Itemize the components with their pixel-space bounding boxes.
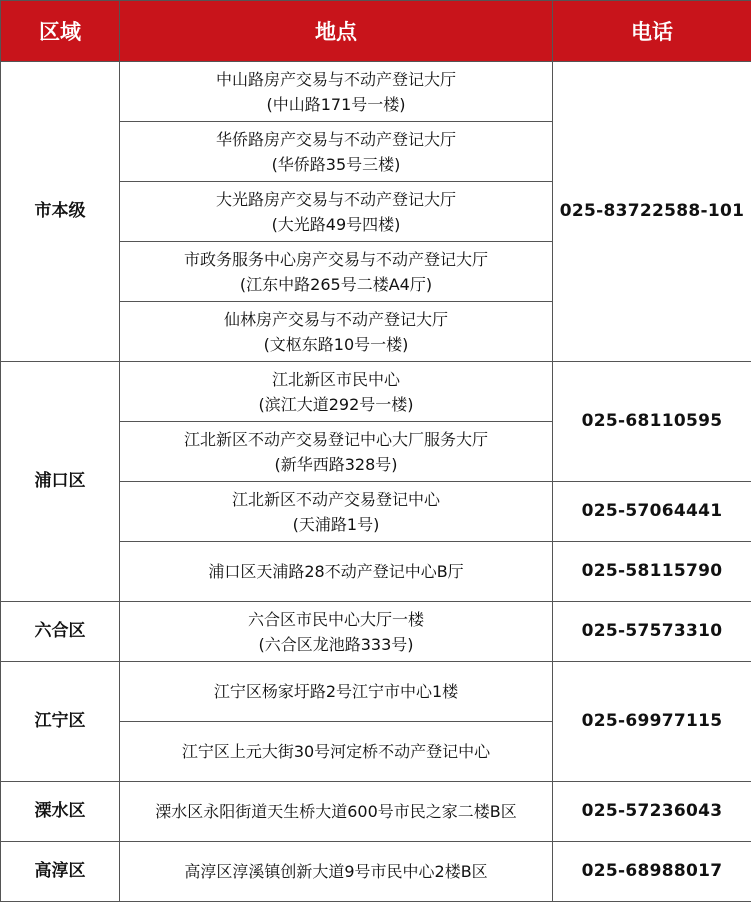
location-cell — [120, 782, 553, 842]
location-cell — [120, 62, 553, 122]
location-cell — [120, 542, 553, 602]
location-cell — [120, 122, 553, 182]
location-name: 江宁区上元大街30号河定桥不动产登记中心 — [120, 739, 552, 764]
phone-cell: 025-68110595 — [553, 362, 751, 482]
table-row — [1, 602, 751, 662]
location-name: 大光路房产交易与不动产登记大厅 — [120, 187, 552, 212]
location-name: 中山路房产交易与不动产登记大厅 — [120, 67, 552, 92]
phone-cell: 025-57573310 — [553, 602, 751, 662]
location-cell — [120, 662, 553, 722]
phone-cell: 025-68988017 — [553, 842, 751, 902]
location-name: 六合区市民中心大厅一楼 — [120, 607, 552, 632]
area-cell: 江宁区 — [1, 662, 120, 782]
phone-cell: 025-58115790 — [553, 542, 751, 602]
phone-cell: 025-83722588-101 — [553, 62, 751, 362]
table-header-row — [1, 1, 751, 62]
location-name: 江北新区不动产交易登记中心 — [120, 487, 552, 512]
table-row — [1, 362, 751, 422]
location-name: 市政务服务中心房产交易与不动产登记大厅 — [120, 247, 552, 272]
header-area: 区域 — [1, 1, 120, 62]
location-address: (文枢东路10号一楼) — [120, 332, 552, 357]
location-name: 浦口区天浦路28不动产登记中心B厅 — [120, 559, 552, 584]
location-cell — [120, 182, 553, 242]
area-cell: 市本级 — [1, 62, 120, 362]
location-cell — [120, 722, 553, 782]
location-address: (江东中路265号二楼A4厅) — [120, 272, 552, 297]
table-row — [1, 62, 751, 122]
location-cell — [120, 422, 553, 482]
location-cell — [120, 842, 553, 902]
location-cell — [120, 362, 553, 422]
location-cell — [120, 602, 553, 662]
area-cell: 六合区 — [1, 602, 120, 662]
area-cell: 高淳区 — [1, 842, 120, 902]
location-cell — [120, 302, 553, 362]
phone-cell: 025-57064441 — [553, 482, 751, 542]
location-address: (华侨路35号三楼) — [120, 152, 552, 177]
location-address: (天浦路1号) — [120, 512, 552, 537]
location-cell — [120, 482, 553, 542]
area-cell: 浦口区 — [1, 362, 120, 602]
location-address: (中山路171号一楼) — [120, 92, 552, 117]
phone-cell: 025-69977115 — [553, 662, 751, 782]
location-name: 江北新区市民中心 — [120, 367, 552, 392]
header-location: 地点 — [120, 1, 553, 62]
location-name: 江北新区不动产交易登记中心大厂服务大厅 — [120, 427, 552, 452]
table-row — [1, 782, 751, 842]
phone-cell: 025-57236043 — [553, 782, 751, 842]
location-address: (滨江大道292号一楼) — [120, 392, 552, 417]
location-name: 仙林房产交易与不动产登记大厅 — [120, 307, 552, 332]
location-address: (六合区龙池路333号) — [120, 632, 552, 657]
location-address: (大光路49号四楼) — [120, 212, 552, 237]
location-address: (新华西路328号) — [120, 452, 552, 477]
location-name: 华侨路房产交易与不动产登记大厅 — [120, 127, 552, 152]
location-name: 江宁区杨家圩路2号江宁市中心1楼 — [120, 679, 552, 704]
location-name: 溧水区永阳街道天生桥大道600号市民之家二楼B区 — [120, 799, 552, 824]
table-row — [1, 662, 751, 722]
header-phone: 电话 — [553, 1, 751, 62]
table-row — [1, 842, 751, 902]
location-name: 高淳区淳溪镇创新大道9号市民中心2楼B区 — [120, 859, 552, 884]
location-cell — [120, 242, 553, 302]
area-cell: 溧水区 — [1, 782, 120, 842]
